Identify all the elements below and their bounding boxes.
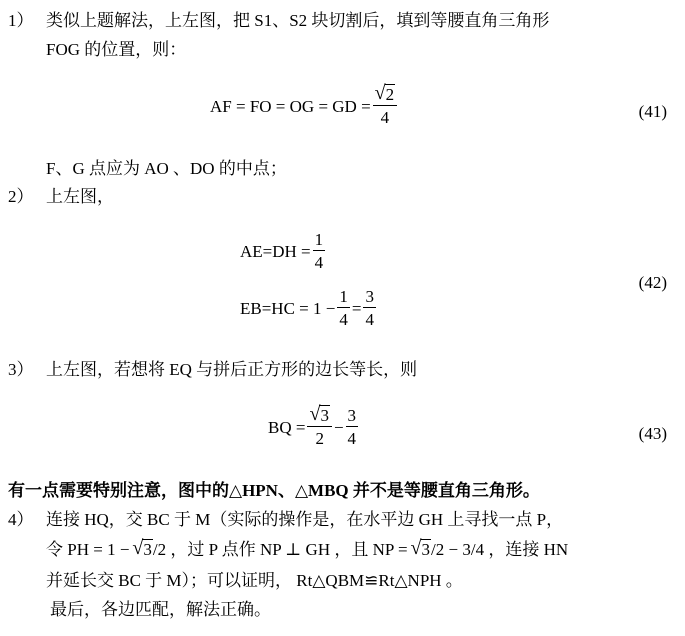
item1-conclusion: F、G 点应为 AO 、DO 的中点；	[46, 159, 287, 178]
eq43-denominator2: 4	[347, 429, 357, 448]
item4-line1: 连接 HQ，交 BC 于 M（实际的操作是，在水平边 GH 上寻找一点 P，	[46, 510, 564, 529]
eq42b-lhs: EB=HC = 1 −	[240, 298, 336, 318]
eq42a-numerator: 1	[314, 230, 324, 249]
eq42b-fraction1	[337, 288, 350, 328]
equation-41	[210, 82, 399, 127]
item2-text: 上左图，	[46, 187, 114, 206]
eq42a-denominator: 4	[314, 253, 324, 272]
item4-line2	[46, 537, 569, 559]
eq43-numerator2: 3	[347, 406, 357, 425]
item4-line2-radicand2: 3	[421, 540, 431, 559]
item3-text: 上左图，若想将 EQ 与拼后正方形的边长等长，则	[46, 360, 418, 379]
item4-line2-part1: 令 PH = 1 −	[46, 540, 130, 559]
eq42b-numerator1: 1	[339, 287, 348, 306]
eq42b-denominator1: 4	[339, 310, 348, 329]
eq42b-numerator2: 3	[365, 287, 374, 306]
equation-number-41: (41)	[638, 102, 667, 121]
eq43-lhs: BQ =	[268, 417, 306, 437]
sqrt-symbol: √ 2	[374, 82, 395, 104]
eq42b-equals: =	[351, 298, 362, 318]
eq43-fraction2	[346, 407, 359, 447]
equation-43	[268, 403, 360, 448]
item4-line2-radicand1: 3	[143, 540, 152, 559]
eq43-fraction1	[307, 403, 332, 448]
final-conclusion: 最后，各边匹配，解法正确。	[50, 600, 271, 619]
sqrt-symbol: √ 3	[309, 403, 329, 425]
item4-line2-part2: /2 ，过 P 点作 NP ⊥ GH ，且 NP =	[152, 540, 408, 559]
equation-number-42: (42)	[638, 273, 667, 292]
eq43-numerator1: 3	[320, 406, 329, 425]
eq42b-fraction2	[363, 288, 376, 328]
important-note: 有一点需要特别注意，图中的△HPN、△MBQ 并不是等腰直角三角形。	[8, 481, 540, 500]
item1-line2: FOG 的位置，则：	[46, 40, 187, 59]
eq43-denominator1: 2	[315, 429, 324, 448]
eq42a-fraction	[313, 231, 326, 271]
eq41-denominator: 4	[380, 108, 390, 127]
eq41-numerator: 2	[385, 85, 395, 104]
equation-number-43: (43)	[638, 424, 667, 443]
eq43-minus: −	[333, 417, 344, 437]
item4-line2-part3: /2 − 3/4 ，连接 HN	[431, 540, 569, 559]
item1-number: 1）	[8, 11, 34, 30]
item4-number: 4）	[8, 510, 34, 529]
equation-42b	[240, 288, 378, 328]
sqrt-symbol: √ 3	[132, 537, 152, 559]
eq41-fraction	[373, 82, 398, 127]
eq41-lhs: AF = FO = OG = GD =	[210, 96, 371, 116]
eq42b-denominator2: 4	[365, 310, 374, 329]
item1-line1: 类似上题解法，上左图，把 S1、S2 块切割后，填到等腰直角三角形	[46, 11, 550, 30]
item4-line3: 并延长交 BC 于 M）；可以证明， Rt△QBM≌Rt△NPH 。	[46, 571, 463, 590]
eq42a-lhs: AE=DH =	[240, 241, 311, 261]
equation-42a	[240, 231, 327, 271]
item3-number: 3）	[8, 360, 34, 379]
item2-number: 2）	[8, 187, 34, 206]
sqrt-symbol: √ 3	[410, 537, 431, 559]
